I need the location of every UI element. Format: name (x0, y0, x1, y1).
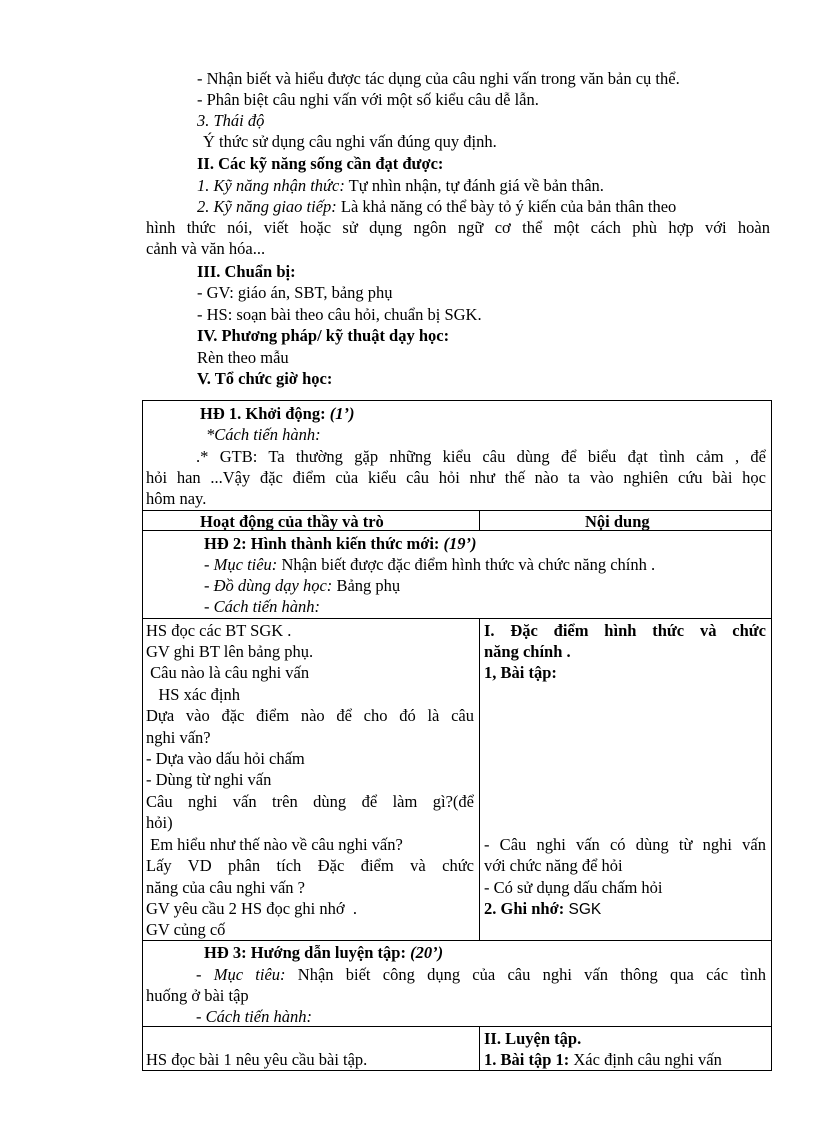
summary-text: SGK (564, 901, 602, 918)
hd2-left-line: hỏi) (146, 813, 173, 832)
prep-gv: - GV: giáo án, SBT, bảng phụ (197, 283, 393, 302)
skill-1-label: 1. Kỹ năng nhận thức: (197, 176, 345, 195)
exercise-1-text: Xác định câu nghi vấn (569, 1050, 722, 1069)
column-divider (479, 1026, 480, 1071)
hd1-title (200, 403, 354, 424)
hd3-title-text: HĐ 3: Hướng dẫn luyện tập: (204, 943, 411, 962)
hd2-goal (204, 554, 655, 575)
hd2-left-line: Câu nào là câu nghi vấn (146, 663, 310, 682)
hd3-goal-cont: huống ở bài tập (146, 986, 249, 1005)
hd2-left-line: Lấy VD phân tích Đặc điểm và chức (146, 856, 474, 875)
hd2-left-line: HS đọc các BT SGK . (146, 621, 292, 640)
hd2-time: (19’) (443, 534, 477, 553)
skill-2 (197, 196, 676, 217)
method-heading: IV. Phương pháp/ kỹ thuật dạy học: (197, 326, 450, 345)
organize-heading: V. Tổ chức giờ học: (197, 369, 333, 388)
hd3-goal (196, 964, 766, 985)
section-1-heading-cont: năng chính . (484, 642, 571, 661)
content-line: với chức năng để hỏi (484, 856, 623, 875)
summary-line (484, 898, 601, 920)
attitude-text: Ý thức sử dụng câu nghi vấn đúng quy định. (203, 132, 497, 151)
header-activities: Hoạt động của thầy và trò (200, 512, 384, 531)
hd2-left-line: - Dựa vào dấu hỏi chấm (146, 749, 305, 768)
practice-left-line: HS đọc bài 1 nêu yêu cầu bài tập. (146, 1050, 368, 1069)
section-1-heading: I. Đặc điểm hình thức và chức (484, 621, 766, 640)
prep-hs: - HS: soạn bài theo câu hỏi, chuẩn bị SGK. (197, 305, 482, 324)
header-content: Nội dung (585, 512, 650, 531)
hd1-title-text: HĐ 1. Khởi động: (200, 404, 330, 423)
practice-heading: II. Luyện tập. (484, 1029, 582, 1048)
prep-heading: III. Chuẩn bị: (197, 262, 296, 281)
hd1-intro-1: .* GTB: Ta thường gặp những kiểu câu dùng để biểu đạt tình cảm , để (196, 447, 766, 466)
skill-2-text: Là khả năng có thể bày tỏ ý kiến của bản thân theo (336, 197, 677, 216)
row-divider (142, 618, 772, 619)
hd1-intro-2: hỏi han ...Vậy đặc điểm của kiểu câu hỏi như thế nào ta vào nghiên cứu bài học (146, 468, 766, 487)
hd3-time: (20’) (410, 943, 444, 962)
hd1-method: *Cách tiến hành: (206, 425, 321, 444)
hd2-goal-label: - Mục tiêu: (204, 555, 278, 574)
skill-2-cont-1: hình thức nói, viết hoặc sử dụng ngôn ngữ cơ thể một cách phù hợp với hoàn (146, 218, 770, 237)
hd2-left-line: GV củng cố (146, 920, 226, 939)
method-text: Rèn theo mẫu (197, 348, 289, 367)
summary-label: 2. Ghi nhớ: (484, 899, 565, 918)
exercise-1-label: 1. Bài tập 1: (484, 1050, 570, 1069)
skill-1-text: Tự nhìn nhận, tự đánh giá về bản thân. (344, 176, 604, 195)
hd2-tools-label: - Đồ dùng dạy học: (204, 576, 333, 595)
hd2-left-line: Dựa vào đặc điểm nào để cho đó là câu (146, 706, 474, 725)
content-line: - Có sử dụng dấu chấm hỏi (484, 878, 663, 897)
attitude-heading: 3. Thái độ (197, 111, 265, 130)
skill-2-label: 2. Kỹ năng giao tiếp: (197, 197, 337, 216)
objective-line-1: - Nhận biết và hiểu được tác dụng của câu nghi vấn trong văn bản cụ thể. (197, 69, 680, 88)
hd2-left-line: GV ghi BT lên bảng phụ. (146, 642, 314, 661)
exercise-heading: 1, Bài tập: (484, 663, 557, 682)
hd2-left-line: năng của câu nghi vấn ? (146, 878, 305, 897)
hd2-left-line: GV yêu cầu 2 HS đọc ghi nhớ . (146, 899, 357, 918)
hd1-intro-3: hôm nay. (146, 489, 207, 508)
skill-1 (197, 175, 604, 196)
skill-2-cont-2: cảnh và văn hóa... (146, 239, 266, 258)
column-divider (479, 510, 480, 531)
row-divider (142, 940, 772, 941)
hd2-title (204, 533, 477, 554)
skills-heading: II. Các kỹ năng sống cần đạt được: (197, 154, 444, 173)
hd3-title (204, 942, 443, 963)
practice-exercise-1 (484, 1049, 722, 1070)
hd1-time: (1’) (329, 404, 355, 423)
hd2-tools-text: Bảng phụ (332, 576, 401, 595)
hd2-tools (204, 575, 400, 596)
hd2-left-line: HS xác định (146, 685, 240, 704)
column-divider (479, 618, 480, 941)
content-line: - Câu nghi vấn có dùng từ nghi vấn (484, 835, 766, 854)
hd2-left-line: nghi vấn? (146, 728, 211, 747)
hd2-left-line: Câu nghi vấn trên dùng để làm gì?(để (146, 792, 474, 811)
hd3-goal-label: - Mục tiêu: (196, 965, 286, 984)
hd2-title-text: HĐ 2: Hình thành kiến thức mới: (204, 534, 444, 553)
hd3-goal-text: Nhận biết công dụng của câu nghi vấn thông qua các tình (285, 965, 766, 984)
hd2-left-line: Em hiểu như thế nào về câu nghi vấn? (146, 835, 403, 854)
hd2-left-line: - Dùng từ nghi vấn (146, 770, 272, 789)
hd2-goal-text: Nhận biết được đặc điểm hình thức và chức năng chính . (277, 555, 656, 574)
objective-line-2: - Phân biệt câu nghi vấn với một số kiểu câu dễ lẫn. (197, 90, 539, 109)
hd2-method: - Cách tiến hành: (204, 597, 320, 616)
hd3-method: - Cách tiến hành: (196, 1007, 312, 1026)
